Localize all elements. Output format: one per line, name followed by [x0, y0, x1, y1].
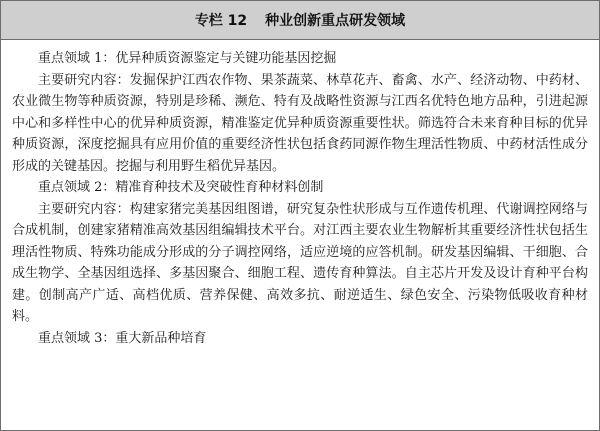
area-3-heading: 重点领域 3：重大新品种培育 [38, 330, 207, 346]
box-content [1, 40, 599, 349]
box-number: 专栏 12 [194, 13, 248, 29]
area-2-heading: 重点领域 2：精准育种技术及突破性育种材料创制 [38, 180, 324, 195]
box-title-text: 种业创新重点研发领域 [265, 13, 406, 29]
area-1-heading: 重点领域 1：优异种质资源鉴定与关键功能基因挖掘 [38, 51, 337, 66]
area-2-body: 主要研究内容：构建家猪完美基因组图谱，研究复杂性状形成与互作遗传机理、代谢调控网络与合成机制，创建家猪精准高效基因组编辑技术平台。对江西主要农业生物解析其重要经济性状包括生理活性物质、特殊功能成分形成的分子调控网络，适应逆境的应答机制。研发基因编辑、干细胞、合成生物学、全基因组选择、多基因聚合、细胞工程、遗传育种算法。自主芯片开发及设计育种平台构建。创制高产广适、高档优质、营养保健、高效多抗、耐逆适生、绿色安全、污染物低吸收育种材料。 [12, 201, 588, 324]
box-title [1, 1, 599, 40]
area-1-body: 主要研究内容：发掘保护江西农作物、果茶蔬菜、林草花卉、畜禽、水产、经济动物、中药材、农业微生物等种质资源，特别是珍稀、濒危、特有及战略性资源与江西名优特色地方品种，引进起源中心和多样性中心的优异种质资源，精准鉴定优异种质资源重要性状。筛选符合未来育种目标的优异种质资源，深度挖掘具有应用价值的重要经济性状包括食药同源作物生理活性物质、中药材活性成分形成的关键基因。挖掘与利用野生稻优异基因。 [12, 72, 588, 174]
